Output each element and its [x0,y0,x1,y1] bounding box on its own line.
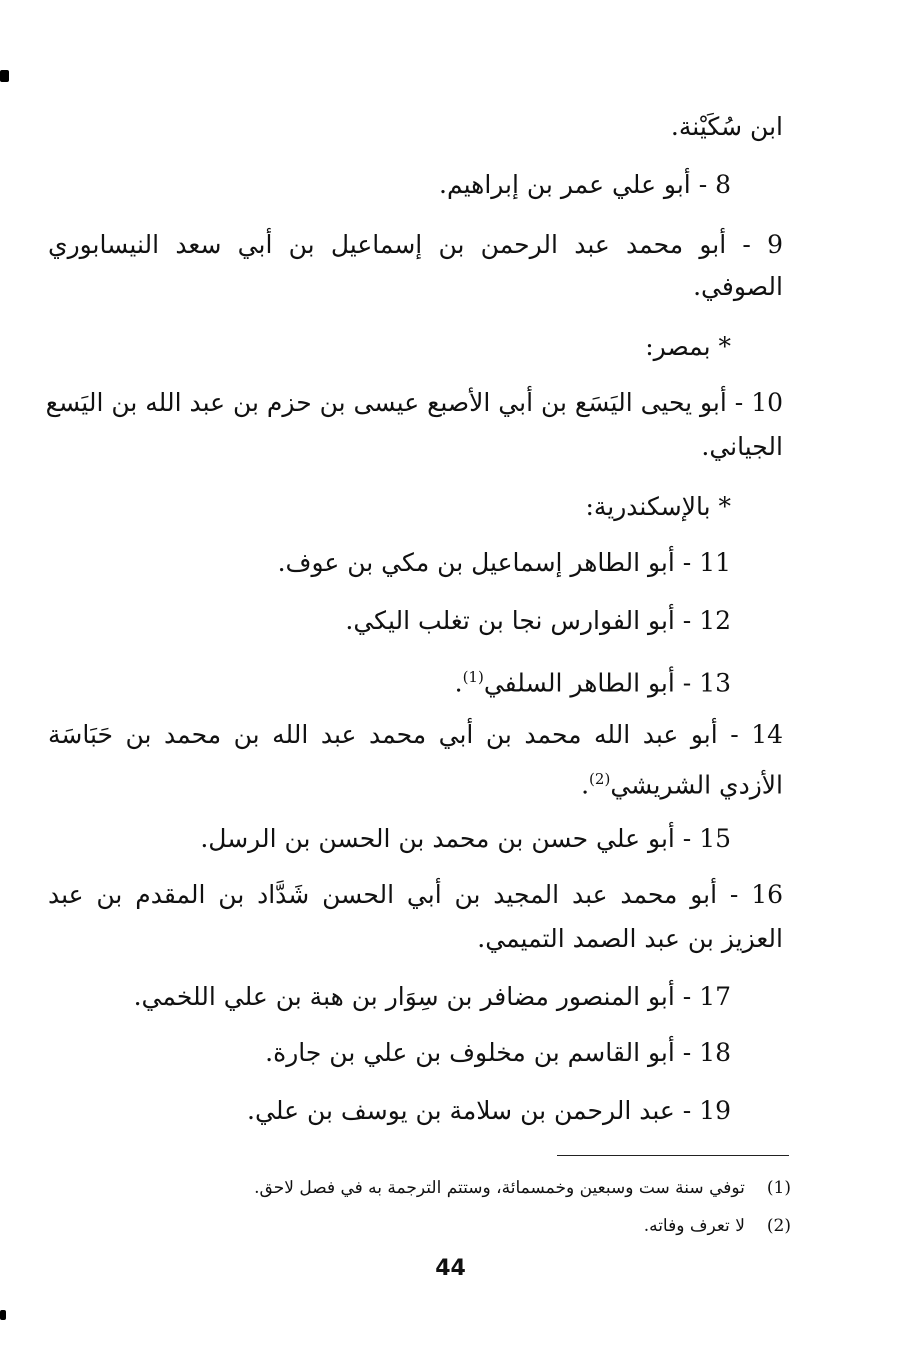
text-line: ابن سُكَيْنة. [670,112,783,141]
entry-9-continued: الصوفي. [693,272,783,301]
page-number: 44 [435,1256,466,1281]
section-heading-alexandria: * بالإسكندرية: [585,492,731,521]
footnote-1 [254,1176,791,1200]
entry-13-text: 13 - أبو الطاهر السلفي [483,668,731,698]
entry-16: 16 - أبو محمد عبد المجيد بن أبي الحسن شَدَّاد بن المقدم بن عبد [48,880,783,909]
entry-19: 19 - عبد الرحمن بن سلامة بن يوسف بن علي. [247,1096,731,1125]
footnote-ref-2: (2) [589,770,611,788]
footnote-divider [557,1155,789,1156]
footnote-text: لا تعرف وفاته. [643,1216,745,1236]
entry-8: 8 - أبو علي عمر بن إبراهيم. [439,170,731,199]
section-heading-egypt: * بمصر: [645,332,731,361]
entry-11: 11 - أبو الطاهر إسماعيل بن مكي بن عوف. [277,548,731,577]
footnote-number: (2) [766,1216,791,1236]
entry-14-continued [581,762,783,802]
entry-12: 12 - أبو الفوارس نجا بن تغلب اليكي. [345,606,731,635]
footnote-ref-1: (1) [462,668,484,686]
entry-16-continued: العزيز بن عبد الصمد التميمي. [477,924,783,953]
entry-13 [455,660,731,700]
entry-10: 10 - أبو يحيى اليَسَع بن أبي الأصبع عيسى بن حزم بن عبد الله بن اليَسع [45,388,783,417]
left-edge-mark-top [0,70,9,82]
entry-9: 9 - أبو محمد عبد الرحمن بن إسماعيل بن أبي سعد النيسابوري [48,230,783,259]
entry-13-period: . [454,668,463,698]
entry-14-period: . [581,770,590,800]
entry-10-continued: الجياني. [701,432,783,461]
entry-18: 18 - أبو القاسم بن مخلوف بن علي بن جارة. [265,1038,731,1067]
footnote-text: توفي سنة ست وسبعين وخمسمائة، وستتم الترجمة به في فصل لاحق. [254,1178,745,1198]
footnote-number: (1) [766,1178,791,1198]
entry-17: 17 - أبو المنصور مضافر بن سِوَار بن هبة بن علي اللخمي. [133,982,731,1011]
left-edge-mark-bottom [0,1310,6,1320]
entry-14: 14 - أبو عبد الله محمد بن أبي محمد عبد الله بن محمد بن حَبَاسَة [48,720,783,749]
entry-14-text: الأزدي الشريشي [610,770,783,800]
entry-15: 15 - أبو علي حسن بن محمد بن الحسن بن الرسل. [200,824,731,853]
footnote-2 [644,1214,791,1238]
